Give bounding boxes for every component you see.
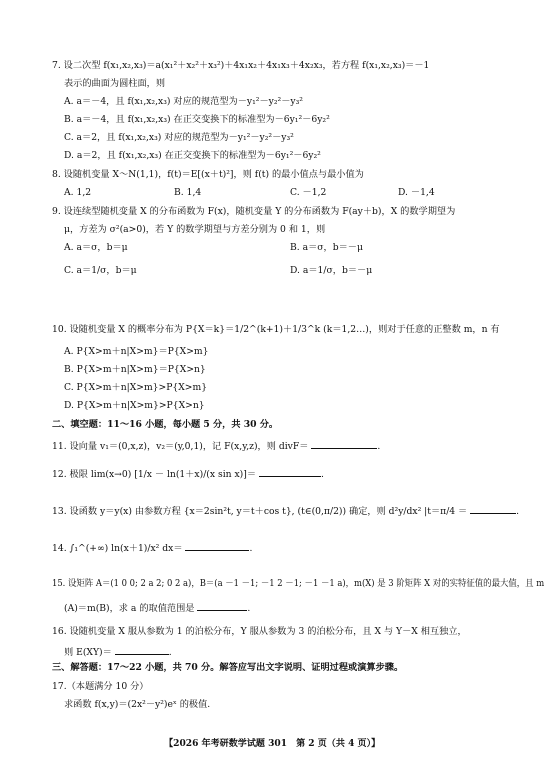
q16-stem: 16. 设随机变量 X 服从参数为 1 的泊松分布，Y 服从参数为 3 的泊松分布，且 X 与 Y－X 相互独立， bbox=[52, 626, 467, 637]
q12-answer-blank[interactable] bbox=[259, 466, 321, 477]
section-3-heading: 三、解答题：17～22 小题，共 70 分。解答应写出文字说明、证明过程或演算步骤。 bbox=[52, 662, 404, 673]
q8-option-b: B. 1,4 bbox=[174, 187, 202, 198]
q8-option-a: A. 1,2 bbox=[64, 187, 92, 198]
q16b-text: 则 E(XY)＝ bbox=[64, 647, 112, 658]
q9-stem2: μ，方差为 σ²(a>0)，若 Y 的数学期望与方差分别为 0 和 1，则 bbox=[64, 224, 326, 235]
q8-option-c: C. －1,2 bbox=[290, 187, 327, 198]
q7-option-b: B. a＝－4，且 f(x₁,x₂,x₃) 在正交变换下的标准型为－6y₁²－6y₂² bbox=[64, 114, 330, 125]
q7-option-d: D. a＝2，且 f(x₁,x₂,x₃) 在正交变换下的标准型为－6y₁²－6y₂² bbox=[64, 150, 321, 161]
q15-stem2: (A)＝m(B)，求 a 的取值范围是 . bbox=[64, 600, 250, 615]
q14-answer-blank[interactable] bbox=[185, 540, 249, 551]
q14-stem: 14. ∫₁^(+∞) ln(x＋1)/x² dx＝ . bbox=[52, 540, 252, 555]
q9-option-b: B. a＝σ，b＝－μ bbox=[290, 242, 363, 253]
q16-stem2: 则 E(XY)＝ . bbox=[64, 644, 172, 659]
q15b-text: (A)＝m(B)，求 a 的取值范围是 bbox=[64, 603, 195, 614]
q13-stem: 13. 设函数 y＝y(x) 由参数方程 {x＝2sin²t, y＝t＋cos t}, (t∈(0,π/2)) 确定，则 d²y/dx² |t＝π/4 ＝ . bbox=[52, 503, 519, 518]
q16-answer-blank[interactable] bbox=[115, 644, 169, 655]
q7-option-a: A. a＝－4，且 f(x₁,x₂,x₃) 对应的规范型为－y₁²－y₂²－y₃² bbox=[64, 96, 303, 107]
q10-option-a: A. P{X>m＋n|X>m}＝P{X>m} bbox=[64, 346, 209, 357]
q15-stem: 15. 设矩阵 A＝(1 0 0; 2 a 2; 0 2 a)，B＝(a －1 －1; －1 2 －1; －1 －1 a)，m(X) 是 3 阶矩阵 X 对的实特征值的最大值，且 m bbox=[52, 578, 545, 589]
page-footer: 【2026 年考研数学试题 301 第 2 页（共 4 页）】 bbox=[164, 738, 381, 749]
q15-answer-blank[interactable] bbox=[197, 600, 247, 611]
q17-heading: 17.（本题满分 10 分） bbox=[52, 681, 149, 692]
q7-stem2: 表示的曲面为圆柱面，则 bbox=[64, 78, 166, 89]
q9-option-c: C. a＝1/σ，b＝μ bbox=[64, 265, 137, 276]
q8-stem: 8. 设随机变量 X～N(1,1)，f(t)＝E[(x＋t)²]，则 f(t) 的最小值点与最小值为 bbox=[52, 169, 364, 180]
q12-stem: 12. 极限 lim(x→0) [1/x － ln(1＋x)/(x sin x)]＝ . bbox=[52, 466, 324, 481]
q11-text: 11. 设向量 v₁＝(0,x,z)，v₂＝(y,0,1)，记 F(x,y,z)，则 divF＝ bbox=[52, 441, 309, 452]
q8-option-d: D. －1,4 bbox=[398, 187, 435, 198]
q9-option-a: A. a＝σ，b＝μ bbox=[64, 242, 128, 253]
q10-option-d: D. P{X>m＋n|X>m}>P{X>n} bbox=[64, 400, 205, 411]
q7-option-c: C. a＝2，且 f(x₁,x₂,x₃) 对应的规范型为－y₁²－y₂²－y₃² bbox=[64, 132, 294, 143]
q12-text: 12. 极限 lim(x→0) [1/x － ln(1＋x)/(x sin x)]＝ bbox=[52, 469, 257, 480]
q14-text: 14. ∫₁^(+∞) ln(x＋1)/x² dx＝ bbox=[52, 543, 183, 554]
q11-answer-blank[interactable] bbox=[311, 438, 377, 449]
q10-stem: 10. 设随机变量 X 的概率分布为 P{X＝k}＝1/2^(k+1)＋1/3^k (k＝1,2…)，则对于任意的正整数 m，n 有 bbox=[52, 324, 500, 335]
q7-stem: 7. 设二次型 f(x₁,x₂,x₃)＝a(x₁²＋x₂²＋x₃²)＋4x₁x₂＋4x₁x₃＋4x₂x₃，若方程 f(x₁,x₂,x₃)＝－1 bbox=[52, 60, 430, 71]
q10-option-c: C. P{X>m＋n|X>m}>P{X>m} bbox=[64, 382, 208, 393]
q17-stem: 求函数 f(x,y)＝(2x²－y²)eˣ 的极值. bbox=[64, 699, 211, 710]
q13-answer-blank[interactable] bbox=[470, 503, 516, 514]
q9-option-d: D. a＝1/σ，b＝－μ bbox=[290, 265, 373, 276]
q11-stem: 11. 设向量 v₁＝(0,x,z)，v₂＝(y,0,1)，记 F(x,y,z)，则 divF＝ . bbox=[52, 438, 380, 453]
section-2-heading: 二、填空题：11～16 小题，每小题 5 分，共 30 分。 bbox=[52, 419, 279, 430]
q10-option-b: B. P{X>m＋n|X>m}＝P{X>n} bbox=[64, 364, 206, 375]
q13-text: 13. 设函数 y＝y(x) 由参数方程 {x＝2sin²t, y＝t＋cos t}, (t∈(0,π/2)) 确定，则 d²y/dx² |t＝π/4 ＝ bbox=[52, 506, 468, 517]
q9-stem: 9. 设连续型随机变量 X 的分布函数为 F(x)，随机变量 Y 的分布函数为 F(ay＋b)，X 的数学期望为 bbox=[52, 206, 456, 217]
